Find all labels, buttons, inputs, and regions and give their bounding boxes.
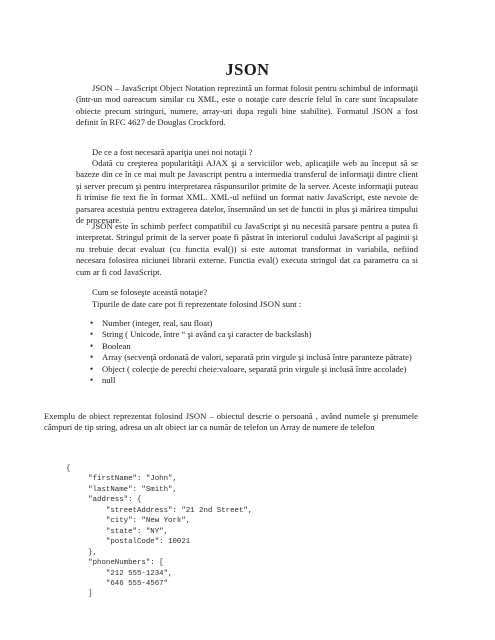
how-question: Cum se foloseşte această notaţie?	[92, 287, 208, 297]
list-item-text: String ( Unicode, între “ şi având ca şi caracter de backslash)	[102, 329, 312, 340]
bullet-icon: •	[90, 340, 94, 351]
compatibility-paragraph: JSON este în schimb perfect compatibil cu JavaScript şi nu necesită parsare pentru a putea fi interpretat. Stringul primit de la server poate fi păstrat în interiorul codului JavaScript al paginii şi nu trebuie decat evaluat (cu functia eval()) si este automat transformat in variabila, nefiind necesara folosirea niciunei librarii externe. Functia eval() executa stringul dat ca parametru ca si cum ar fi cod JavaScript.	[76, 221, 418, 277]
bullet-icon: •	[90, 363, 94, 374]
list-item-text: Number (integer, real, sau float)	[102, 318, 213, 328]
list-item	[90, 329, 418, 340]
data-types-list	[90, 318, 418, 386]
json-code-sample: { "firstName": "John", "lastName": "Smith", "address": { "streetAddress": "21 2nd Street", "city": "New York", "state": "NY", "postalCode": 10021 }, "phoneNumbers": [ "212 555-1234", "646 555-4567" ]	[66, 465, 253, 599]
history-paragraph: Odată cu creşterea popularităţii AJAX şi a serviciilor web, aplicaţiile web au început să se bazeze din ce în ce mai mult pe Javascript pentru a intermedia transferul de informaţii dintre client şi server precum şi pentru interpretarea răspunsurilor primite de la server. Aceste informaţii puteau fi trimise fie text fie în format XML. XML-ul nefiind un format nativ JavaScript, este nevoie de parsarea acestuia pentru extragerea datelor, însemnând un set de functii in plus şi mărirea timpului de procesare.	[76, 158, 418, 226]
page-title: JSON	[225, 60, 270, 79]
list-item	[90, 341, 418, 352]
why-question: De ce a fost necesară apariţia unei noi notaţii ?	[92, 147, 253, 157]
intro-paragraph: JSON – JavaScript Object Notation reprezintă un format folosit pentru schimbul de informaţii (într-un mod oareacum similar cu XML, este o notaţie care descrie felul în care sunt încapsulate obiecte precum stringuri, numere, array-uri dupa reguli bine stabilite). Formatul JSON a fost definit în RFC 4627 de Douglas Crockford.	[76, 83, 418, 128]
list-item	[90, 318, 418, 329]
bullet-icon: •	[90, 329, 94, 340]
types-intro: Tipurile de date care pot fi reprezentate folosind JSON sunt :	[92, 299, 302, 309]
bullet-icon: •	[90, 352, 94, 363]
example-intro-paragraph: Exemplu de obiect reprezentat folosind JSON – obiectul descrie o persoană , având numele şi prenumele câmpuri de tip string, adresa un alt obiect iar ca număr de telefon un Array de numere de telefon	[44, 411, 418, 433]
list-item-text: Object ( colecţie de perechi cheie:valoare, separată prin virgule şi inclusă între accolade)	[102, 363, 407, 374]
list-item-text: Array (secvenţă ordonată de valori, separată prin virgule şi inclusă între paranteze pătrate)	[102, 352, 412, 363]
bullet-icon: •	[90, 375, 94, 386]
list-item	[90, 364, 418, 375]
list-item	[90, 375, 418, 386]
bullet-icon: •	[90, 318, 94, 328]
list-item-text: null	[102, 375, 116, 386]
list-item-text: Boolean	[102, 340, 131, 351]
list-item	[90, 352, 418, 363]
